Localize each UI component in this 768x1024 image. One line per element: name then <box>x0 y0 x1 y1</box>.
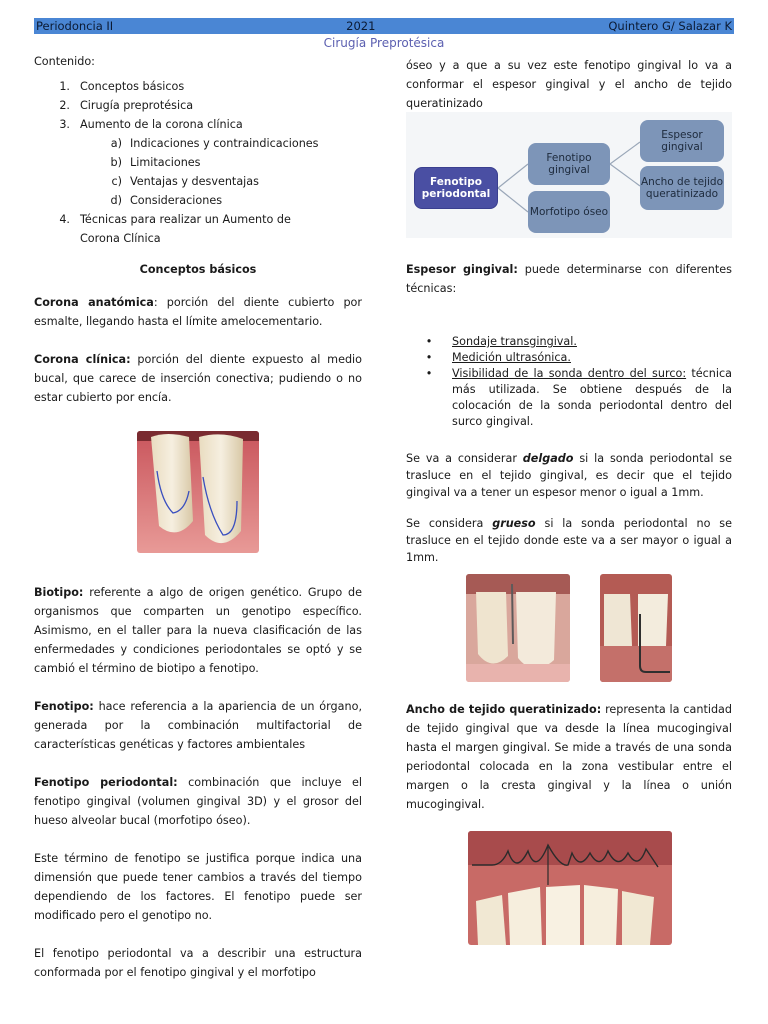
paragraph-corona-anatomica: Corona anatómica: porción del diente cubierto por esmalte, llegando hasta el límite amelocementario. <box>34 296 362 328</box>
toc-item: 2. Cirugía preprotésica <box>59 99 194 112</box>
paragraph-delgado: Se va a considerar delgado si la sonda periodontal se trasluce en el tejido gingival, es decir que el tejido gingival va a tener un espesor menor o igual a 1mm. <box>406 452 732 499</box>
paragraph-fenotipo-periodontal: Fenotipo periodontal: combinación que incluye el fenotipo gingival (volumen gingival 3D) y el grosor del hueso alveolar bucal (morfotipo óseo). <box>34 776 362 827</box>
fenotipo-diagram <box>406 112 732 238</box>
paragraph-fenotipo: Fenotipo: hace referencia a la apariencia de un órgano, generada por la combinación multifactorial de características genéticas y factores ambientales <box>34 700 362 751</box>
toc-item: 3. Aumento de la corona clínica <box>59 118 243 131</box>
list-item: • Visibilidad de la sonda dentro del surco: técnica más utilizada. Se obtiene después de la colocación de la sonda periodontal dentro del surco gingival. <box>425 367 733 428</box>
thin-gingiva-probe-photo <box>466 574 570 682</box>
paragraph-intro: óseo y a que a su vez este fenotipo gingival lo va a conformar el espesor gingival y el ancho de tejido queratinizado <box>406 59 732 110</box>
thick-gingiva-probe-photo <box>600 574 672 682</box>
table-of-contents <box>34 77 362 248</box>
paragraph-ancho-tejido: Ancho de tejido queratinizado: representa la cantidad de tejido gingival que va desde la línea mucogingival hasta el margen gingival. Se mide a través de una sonda periodontal colocada en la zona vestibular entre el margen o la cresta gingival y la línea o unión mucogingival. <box>406 703 733 811</box>
toc-subitem: d) Consideraciones <box>110 194 223 207</box>
toc-subitem: b) Limitaciones <box>110 156 201 169</box>
toc-item-continuation: Corona Clínica <box>80 232 161 245</box>
paragraph-grueso: Se considera grueso si la sonda periodontal no se trasluce en el tejido donde este va a ser mayor o igual a 1mm. <box>406 517 733 564</box>
paragraph-espesor-gingival: Espesor gingival: puede determinarse con diferentes técnicas: <box>406 263 732 295</box>
keratinized-tissue-photo <box>468 831 672 945</box>
header-bar <box>34 18 734 34</box>
header-authors: Quintero G/ Salazar K <box>608 19 732 33</box>
paragraph-estructura: El fenotipo periodontal va a describir una estructura conformada por el fenotipo gingival y el morfotipo <box>34 947 362 979</box>
anatomic-crown-photo <box>137 431 259 553</box>
diagram-node-morfotipo-oseo: Morfotipo óseo <box>528 191 610 233</box>
diagram-node-root: Fenotipo periodontal <box>414 167 498 209</box>
ancho-section <box>406 700 732 814</box>
toc-item: 1. Conceptos básicos <box>59 80 185 93</box>
paragraph-termino-fenotipo: Este término de fenotipo se justifica porque indica una dimensión que puede tener cambios a través del tiempo dependiendo de los factores. El fenotipo puede ser modificado pero el genotipo no. <box>34 852 362 922</box>
section-title: Conceptos básicos <box>139 263 257 276</box>
right-column <box>406 56 732 113</box>
toc-title: Contenido: <box>34 55 95 68</box>
paragraph-corona-clinica: Corona clínica: porción del diente expuesto al medio bucal, que carece de inserción conectiva; pudiendo o no estar cubierto por encía. <box>34 353 363 404</box>
diagram-node-ancho-tejido: Ancho de tejido queratinizado <box>640 166 724 210</box>
diagram-node-fenotipo-gingival: Fenotipo gingival <box>528 143 610 185</box>
toc-subitem: a) Indicaciones y contraindicaciones <box>110 137 319 150</box>
paragraph-biotipo: Biotipo: referente a algo de origen genético. Grupo de organismos que comparten un genotipo específico. Asimismo, en el taller para la nueva clasificación de las enfermedades y condiciones periodontales se optó y se cambió el término de biotipo a fenotipo. <box>34 586 362 675</box>
diagram-node-espesor-gingival: Espesor gingival <box>640 120 724 162</box>
header-course: Periodoncia II <box>36 19 114 33</box>
document-title: Cirugía Preprotésica <box>323 36 445 50</box>
right-column-body <box>406 260 732 566</box>
list-item: • Medición ultrasónica. <box>425 351 571 364</box>
header-year: 2021 <box>346 19 376 33</box>
toc-item: 4. Técnicas para realizar un Aumento de <box>59 213 291 226</box>
technique-list <box>406 334 732 430</box>
toc-subitem: c) Ventajas y desventajas <box>111 175 259 188</box>
list-item: • Sondaje transgingival. <box>425 335 577 348</box>
